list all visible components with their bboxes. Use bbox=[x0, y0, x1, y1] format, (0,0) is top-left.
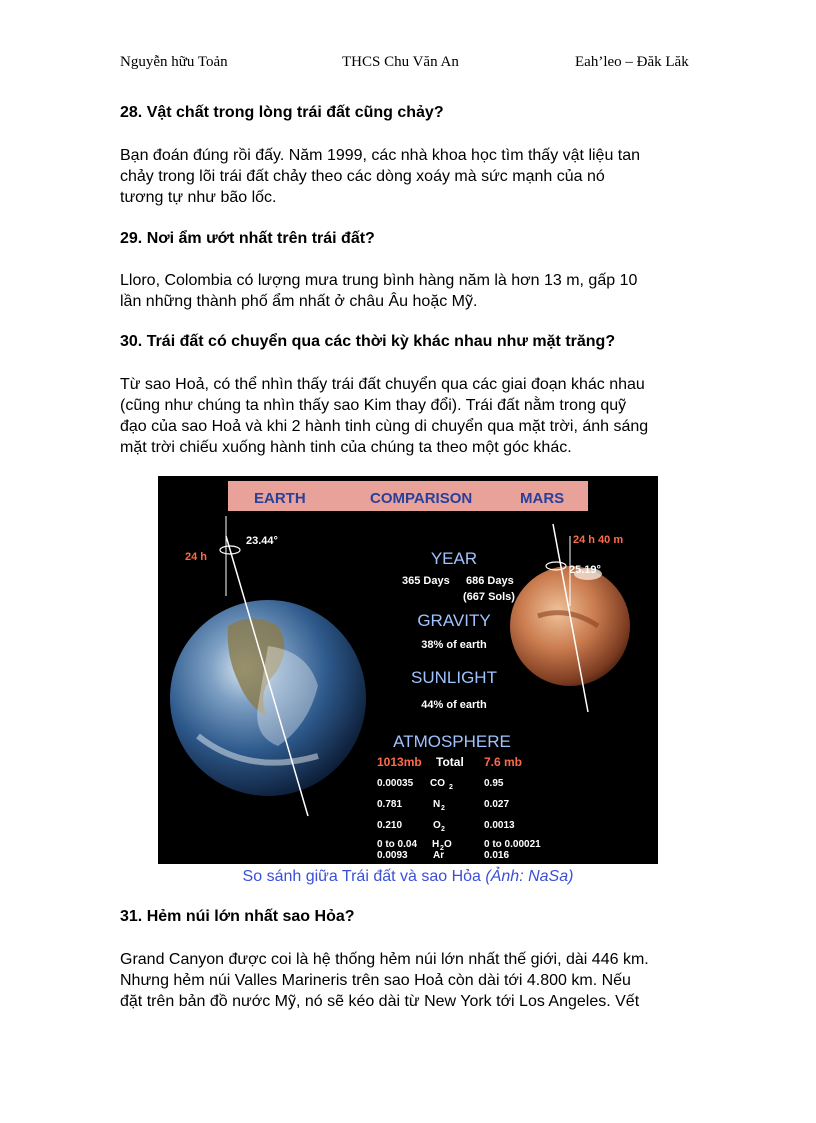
section-31-title: 31. Hẻm núi lớn nhất sao Hỏa? bbox=[120, 908, 355, 925]
sunlight-value: 44% of earth bbox=[421, 699, 487, 711]
atmos-earth-value: 0.210 bbox=[377, 820, 403, 831]
banner-comparison: COMPARISON bbox=[370, 490, 473, 507]
section-30-line: đạo của sao Hoả và khi 2 hành tinh cùng di chuyển qua mặt trời, ánh sáng bbox=[120, 418, 649, 435]
atmos-earth-value-ar: 0.0093 bbox=[377, 850, 408, 861]
section-30-line: Từ sao Hoả, có thể nhìn thấy trái đất chuyển qua các giai đoạn khác nhau bbox=[120, 376, 645, 393]
section-31-line: Grand Canyon được coi là hệ thống hẻm núi lớn nhất thế giới, dài 446 km. bbox=[120, 951, 649, 968]
banner-mars: MARS bbox=[520, 490, 565, 507]
comparison-graphic bbox=[158, 476, 658, 864]
header-author: Nguyễn hữu Toản bbox=[120, 54, 228, 70]
sunlight-label: SUNLIGHT bbox=[411, 668, 497, 687]
section-31-line: đặt trên bản đồ nước Mỹ, nó sẽ kéo dài từ New York tới Los Angeles. Vết bbox=[120, 993, 640, 1010]
year-label: YEAR bbox=[430, 549, 478, 568]
atmos-mars-value: 0.95 bbox=[484, 778, 504, 789]
section-28-title: 28. Vật chất trong lòng trái đất cũng chảy? bbox=[120, 104, 444, 121]
header-school: THCS Chu Văn An bbox=[342, 54, 459, 70]
section-30-line: mặt trời chiếu xuống hành tinh của chúng ta theo một góc khác. bbox=[120, 439, 572, 456]
atmos-gas-ar: Ar bbox=[433, 850, 445, 861]
atmos-mars-value: 0 to 0.00021 bbox=[484, 839, 541, 850]
header-location: Eah’leo – Đăk Lăk bbox=[575, 54, 689, 70]
section-28-body bbox=[120, 145, 700, 208]
section-31-body bbox=[120, 949, 700, 1012]
atmos-gas-suffix: O bbox=[444, 839, 452, 850]
atmos-gas-subscript: 2 bbox=[449, 784, 453, 791]
section-29-title: 29. Nơi ẩm ướt nhất trên trái đất? bbox=[120, 230, 375, 247]
figure-caption bbox=[0, 868, 816, 886]
atmos-earth-pressure: 1013mb bbox=[377, 755, 422, 769]
section-29-line: lần những thành phố ẩm nhất ở châu Âu hoặc Mỹ. bbox=[120, 293, 478, 310]
section-28-line: Bạn đoán đúng rồi đấy. Năm 1999, các nhà khoa học tìm thấy vật liệu tan bbox=[120, 147, 641, 164]
gravity-value: 38% of earth bbox=[421, 639, 487, 651]
atmos-gas: N bbox=[433, 799, 441, 810]
section-31-line: Nhưng hẻm núi Valles Marineris trên sao Hoả còn dài tới 4.800 km. Nếu bbox=[120, 972, 631, 989]
atmos-mars-value: 0.0013 bbox=[484, 820, 515, 831]
caption-credit: (Ảnh: NaSa) bbox=[485, 868, 574, 885]
atmos-gas: O bbox=[433, 820, 441, 831]
atmos-gas-subscript: 2 bbox=[440, 845, 444, 852]
atmos-mars-value: 0.027 bbox=[484, 799, 510, 810]
section-30-line: (cũng như chúng ta nhìn thấy sao Kim thay đổi). Trái đất nằm trong quỹ bbox=[120, 397, 627, 414]
earth-day-length: 24 h bbox=[185, 551, 208, 563]
atmos-gas-subscript: 2 bbox=[441, 805, 445, 812]
banner-earth: EARTH bbox=[254, 490, 306, 507]
mars-day-length: 24 h 40 m bbox=[573, 534, 624, 546]
section-29-body bbox=[120, 270, 700, 312]
section-30-body bbox=[120, 374, 700, 458]
gravity-label: GRAVITY bbox=[417, 611, 491, 630]
caption-text: So sánh giữa Trái đất và sao Hỏa bbox=[242, 868, 486, 885]
section-28-line: chảy trong lõi trái đất chảy theo các dòng xoáy mà sức mạnh của nó bbox=[120, 168, 605, 185]
atmos-total-label: Total bbox=[436, 755, 464, 769]
atmos-earth-value: 0.781 bbox=[377, 799, 403, 810]
atmos-gas-subscript: 2 bbox=[441, 826, 445, 833]
mars-sols: (667 Sols) bbox=[463, 591, 515, 603]
earth-tilt: 23.44° bbox=[246, 535, 278, 547]
earth-mars-comparison-figure bbox=[158, 476, 658, 864]
atmos-gas: H bbox=[432, 839, 440, 850]
atmos-earth-value: 0 to 0.04 bbox=[377, 839, 418, 850]
section-29-line: Lloro, Colombia có lượng mưa trung bình hàng năm là hơn 13 m, gấp 10 bbox=[120, 272, 638, 289]
section-28-line: tương tự như bão lốc. bbox=[120, 189, 277, 206]
atmos-mars-pressure: 7.6 mb bbox=[484, 755, 523, 769]
atmos-mars-value-ar: 0.016 bbox=[484, 850, 510, 861]
earth-year: 365 Days bbox=[402, 575, 450, 587]
mars-tilt: 25.19° bbox=[569, 564, 601, 576]
atmos-gas: CO bbox=[430, 778, 445, 789]
section-30-title: 30. Trái đất có chuyển qua các thời kỳ khác nhau như mặt trăng? bbox=[120, 333, 616, 350]
atmosphere-label: ATMOSPHERE bbox=[393, 732, 511, 751]
atmos-earth-value: 0.00035 bbox=[377, 778, 414, 789]
mars-year: 686 Days bbox=[466, 575, 514, 587]
